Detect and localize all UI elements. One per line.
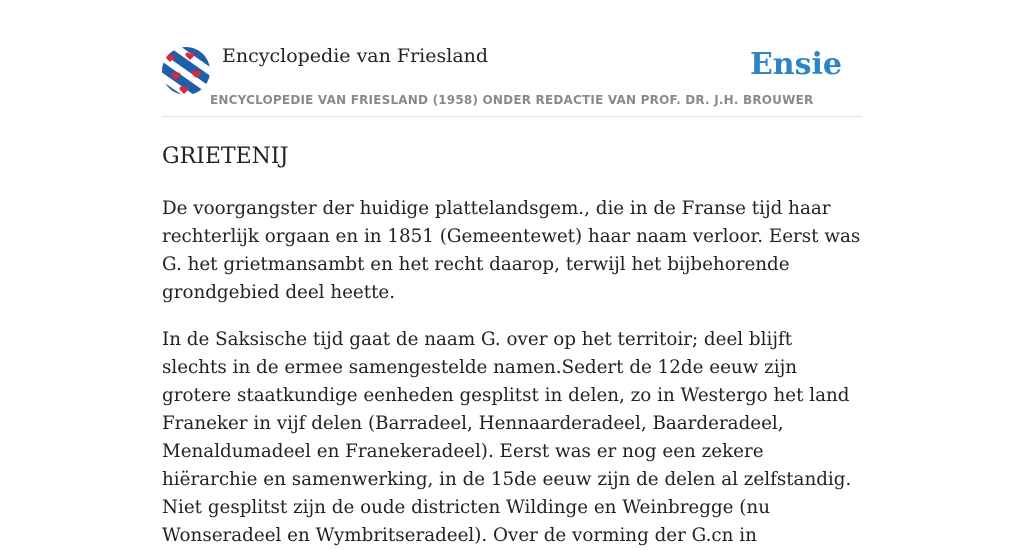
frisian-flag-icon[interactable] — [162, 47, 210, 95]
site-title[interactable]: Encyclopedie van Friesland — [222, 45, 489, 67]
page — [162, 0, 862, 546]
ensie-brand-link[interactable]: Ensie — [749, 47, 842, 82]
site-header — [162, 0, 862, 117]
article-paragraph: In de Saksische tijd gaat de naam G. over op het territoir; deel blijft slechts in de ermee samengestelde namen.Sedert de 12de eeuw zijn grotere staatkundige eenheden gesplitst in delen, zo in Westergo het land Franeker in vijf delen (Barradeel, Hennaarderadeel, Baarderadeel, Menaldumadeel en Franekeradeel). Eerst was er nog een zekere hiërarchie en samenwerking, in de 15de eeuw zijn de delen al zelfstandig. Niet gesplitst zijn de oude districten Wildinge en Weinbregge (nu Wonseradeel en Wymbritseradeel). Over de vorming der G.cn in — [162, 329, 852, 546]
article-paragraph: De voorgangster der huidige plattelandsgem., die in de Franse tijd haar rechterlijk orgaan en in 1851 (Gemeentewet) haar naam verloor. Eerst was G. het grietmansambt en het recht daarop, terwijl het bijbehorende grondgebied deel heette. — [162, 198, 861, 303]
site-subtitle: ENCYCLOPEDIE VAN FRIESLAND (1958) ONDER REDACTIE VAN PROF. DR. J.H. BROUWER — [210, 93, 814, 107]
article-title: GRIETENIJ — [162, 144, 289, 169]
